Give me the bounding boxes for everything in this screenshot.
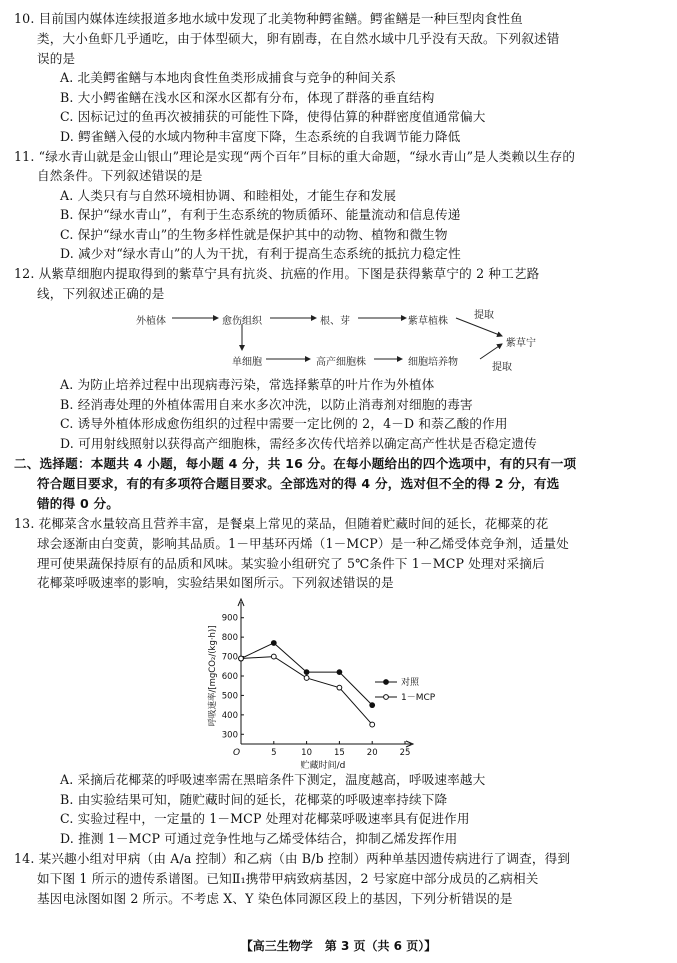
legend-label: 1－MCP <box>401 693 436 703</box>
q10-stem-3: 误的是 <box>37 51 76 66</box>
q12-stem-1: 12. 从紫草细胞内提取得到的紫草宁具有抗炎、抗癌的作用。下图是获得紫草宁的 2 种工艺路 <box>14 266 540 281</box>
y-tick-label: 400 <box>221 710 238 721</box>
q12-option-a: A. 为防止培养过程中出现病毒污染，常选择紫草的叶片作为外植体 <box>60 377 435 392</box>
data-point <box>271 654 276 659</box>
q11-option-d: D. 减少对“绿水青山”的人为干扰，有利于提高生态系统的抵抗力稳定性 <box>60 246 461 261</box>
x-tick-label: 15 <box>333 748 345 758</box>
y-tick-label: 800 <box>221 633 238 644</box>
q10-option-a: A. 北美鳄雀鳝与本地肉食性鱼类形成捕食与竞争的种间关系 <box>60 70 397 85</box>
x-tick-label: 10 <box>301 748 313 758</box>
flow-extract-bottom: 提取 <box>492 362 512 373</box>
data-point <box>271 641 276 646</box>
legend-marker <box>384 680 389 685</box>
flow-extract-top: 提取 <box>474 310 494 321</box>
q10-stem-2: 类，大小鱼虾几乎通吃，由于体型硕大，卵有剧毒，在自然水域中几乎没有天敌。下列叙述错 <box>37 31 560 46</box>
y-tick-label: 500 <box>221 691 238 702</box>
legend-label: 对照 <box>401 678 420 688</box>
flow-root-bud: 根、芽 <box>320 316 350 327</box>
origin-label: O <box>233 748 241 758</box>
q14-stem-3: 基因电泳图如图 2 所示。不考虑 X、Y 染色体同源区段上的基因，下列分析错误的是 <box>37 891 513 906</box>
q13-option-d: D. 推测 1－MCP 可通过竞争性地与乙烯受体结合，抑制乙烯发挥作用 <box>60 831 458 846</box>
q13-option-c: C. 实验过程中，一定量的 1－MCP 处理对花椰菜呼吸速率具有促进作用 <box>60 811 470 826</box>
respiration-rate-chart <box>205 594 465 770</box>
q13-stem-2: 球会逐渐由白变黄，影响其品质。1－甲基环丙烯（1－MCP）是一种乙烯受体竞争剂，适量处 <box>37 536 570 551</box>
data-point <box>239 656 244 661</box>
q11-option-c: C. 保护“绿水青山”的生物多样性就是保护其中的动物、植物和微生物 <box>60 227 448 242</box>
y-axis-label: 呼吸速率/[mgCO₂/(kg·h)] <box>208 625 218 727</box>
q13-stem-4: 花椰菜呼吸速率的影响，实验结果如图所示。下列叙述错误的是 <box>37 575 394 590</box>
x-tick-label: 25 <box>399 748 411 758</box>
legend-marker <box>384 695 389 700</box>
q14-stem-1: 14. 某兴趣小组对甲病（由 A/a 控制）和乙病（由 B/b 控制）两种单基因遗传病进行了调查，得到 <box>14 851 571 866</box>
section2-heading-3: 错的得 0 分。 <box>37 496 120 511</box>
section2-heading-1: 二、选择题：本题共 4 小题，每小题 4 分，共 16 分。在每小题给出的四个选项中，有的只有一项 <box>14 456 577 471</box>
q12-option-c: C. 诱导外植体形成愈伤组织的过程中需要一定比例的 2，4－D 和萘乙酸的作用 <box>60 416 508 431</box>
flow-plant: 紫草植株 <box>408 316 448 327</box>
q10-option-b: B. 大小鳄雀鳝在浅水区和深水区都有分布，体现了群落的垂直结构 <box>60 90 435 105</box>
x-axis-label: 贮藏时间/d <box>300 761 346 770</box>
data-point <box>370 722 375 727</box>
q11-stem-1: 11. “绿水青山就是金山银山”理论是实现“两个百年”目标的重大命题，“绿水青山”是人类赖以生存的 <box>14 149 576 164</box>
x-tick-label: 5 <box>271 748 277 758</box>
flow-callus: 愈伤组织 <box>222 316 262 327</box>
y-tick-label: 600 <box>221 672 238 682</box>
q13-option-b: B. 由实验结果可知，随贮藏时间的延长，花椰菜的呼吸速率持续下降 <box>60 792 448 807</box>
q10-stem-1: 10. 目前国内媒体连续报道多地水域中发现了北美物种鳄雀鳝。鳄雀鳝是一种巨型肉食性鱼 <box>14 11 523 26</box>
q12-option-d: D. 可用射线照射以获得高产细胞株，需经多次传代培养以确定高产性状是否稳定遗传 <box>60 436 537 451</box>
q13-option-a: A. 采摘后花椰菜的呼吸速率需在黑暗条件下测定，温度越高，呼吸速率越大 <box>60 772 486 787</box>
q14-stem-2: 如下图 1 所示的遗传系谱图。已知Ⅱ₁携带甲病致病基因，2 号家庭中部分成员的乙病相关 <box>37 871 539 886</box>
series-line <box>241 657 372 725</box>
data-point <box>337 685 342 690</box>
q13-stem-3: 理可使果蔬保持原有的品质和风味。某实验小组研究了 5℃条件下 1－MCP 处理对采摘后 <box>37 556 545 571</box>
flow-product: 紫草宁 <box>506 338 536 349</box>
data-point <box>337 670 342 675</box>
arrow-culture-product <box>480 344 502 359</box>
q10-option-d: D. 鳄雀鳝入侵的水域内物种丰富度下降，生态系统的自我调节能力降低 <box>60 129 461 144</box>
x-tick-label: 20 <box>366 748 378 758</box>
y-tick-label: 900 <box>221 613 238 624</box>
flow-single-cell: 单细胞 <box>232 357 262 368</box>
data-point <box>304 670 309 675</box>
section2-heading-2: 符合题目要求，有的有多项符合题目要求。全部选对的得 4 分，选对但不全的得 2 分，有选 <box>37 476 560 491</box>
y-tick-label: 700 <box>221 652 238 663</box>
q12-option-b: B. 经消毒处理的外植体需用自来水多次冲洗，以防止消毒剂对细胞的毒害 <box>60 397 473 412</box>
q11-option-a: A. 人类只有与自然环境相协调、和睦相处，才能生存和发展 <box>60 188 397 203</box>
q13-stem-1: 13. 花椰菜含水量较高且营养丰富，是餐桌上常见的菜品，但随着贮藏时间的延长，花椰菜的花 <box>14 516 549 531</box>
q12-stem-2: 线，下列叙述正确的是 <box>37 286 165 301</box>
y-tick-label: 300 <box>221 730 238 741</box>
data-point <box>304 676 309 681</box>
data-point <box>370 703 375 708</box>
q11-stem-2: 自然条件。下列叙述错误的是 <box>37 168 203 183</box>
page-footer: 【高三生物学 第 3 页（共 6 页）】 <box>240 939 437 953</box>
flow-explant: 外植体 <box>136 316 166 327</box>
q10-option-c: C. 因标记过的鱼再次被捕获的可能性下降，使得估算的种群密度值通常偏大 <box>60 109 486 124</box>
flow-high-line: 高产细胞株 <box>316 357 366 368</box>
q11-option-b: B. 保护“绿水青山”，有利于生态系统的物质循环、能量流动和信息传递 <box>60 207 461 222</box>
flow-culture: 细胞培养物 <box>408 357 458 368</box>
